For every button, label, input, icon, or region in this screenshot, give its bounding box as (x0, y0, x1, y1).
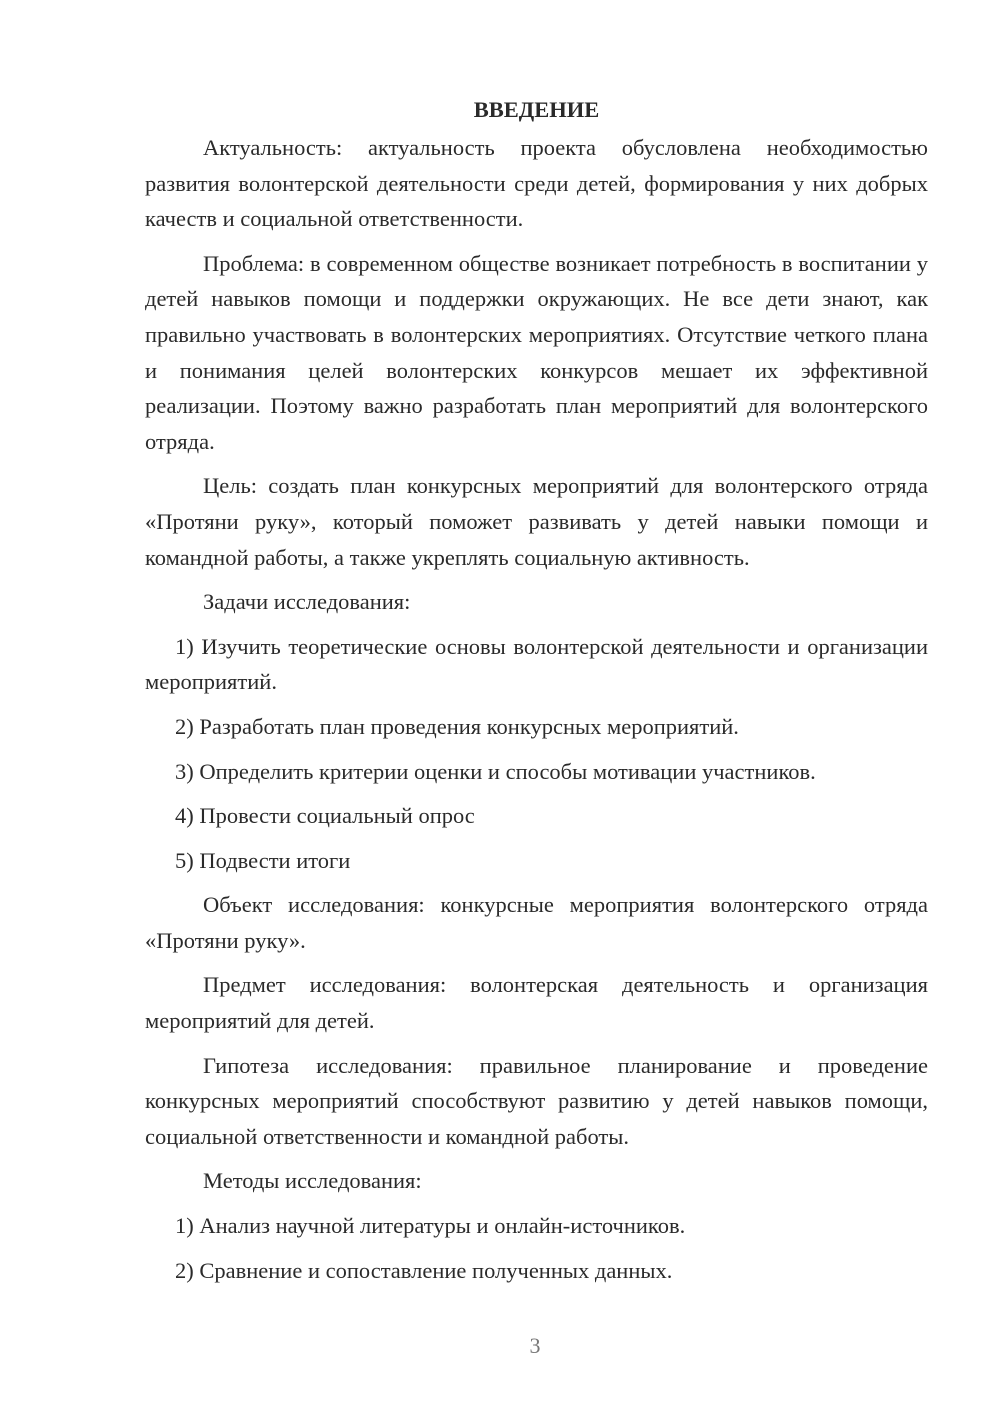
subject-paragraph: Предмет исследования: волонтерская деятельность и организация мероприятий для детей. (145, 972, 928, 1034)
task-item-1: 1) Изучить теоретические основы волонтерской деятельности и организации мероприятий. (145, 633, 928, 695)
hypothesis-paragraph: Гипотеза исследования: правильное планирование и проведение конкурсных мероприятий способствуют развитию у детей навыков помощи, социальной ответственности и командной работы. (145, 1052, 928, 1149)
document-page (145, 92, 928, 1297)
object-paragraph: Объект исследования: конкурсные мероприятия волонтерского отряда «Протяни руку». (145, 892, 928, 953)
task-item-2: 2) Разработать план проведения конкурсных мероприятий. (175, 713, 739, 739)
task-item-4: 4) Провести социальный опрос (175, 803, 475, 829)
methods-heading: Методы исследования: (203, 1168, 422, 1194)
method-item-2: 2) Сравнение и сопоставление полученных данных. (175, 1257, 673, 1283)
page-title: ВВЕДЕНИЕ (473, 97, 600, 122)
tasks-heading: Задачи исследования: (203, 589, 411, 615)
task-item-5: 5) Подвести итоги (175, 847, 351, 873)
task-item-3: 3) Определить критерии оценки и способы мотивации участников. (175, 758, 816, 784)
page-number: 3 (529, 1333, 541, 1358)
goal-paragraph: Цель: создать план конкурсных мероприятий для волонтерского отряда «Протяни руку», который поможет развивать у детей навыки помощи и командной работы, а также укреплять социальную активность. (145, 473, 928, 570)
method-item-1: 1) Анализ научной литературы и онлайн-источников. (175, 1213, 686, 1239)
problem-paragraph: Проблема: в современном обществе возникает потребность в воспитании у детей навыков помощи и поддержки окружающих. Не все дети знают, как правильно участвовать в волонтерских мероприятиях. Отсутствие четкого плана и понимания целей волонтерских конкурсов мешает их эффективной реализации. Поэтому важно разработать план мероприятий для волонтерского отряда. (145, 250, 928, 454)
relevance-paragraph: Актуальность: актуальность проекта обусловлена необходимостью развития волонтерской деятельности среди детей, формирования у них добрых качеств и социальной ответственности. (145, 135, 928, 232)
